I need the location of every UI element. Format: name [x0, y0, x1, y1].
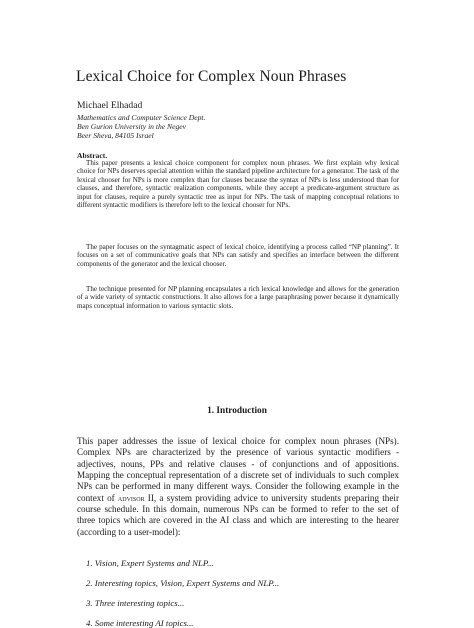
- author-name: Michael Elhadad: [77, 100, 143, 111]
- abstract-paragraph: The technique presented for NP planning encapsulates a rich lexical knowledge and allows for the generation of a wide variety of syntactic constructions. It also allows for a large paraphrasing power because it dynamically maps conceptual information to various syntactic slots.: [77, 285, 399, 310]
- paper-title: Lexical Choice for Complex Noun Phrases: [76, 68, 347, 85]
- example-item: 3. Three interesting topics...: [86, 598, 185, 608]
- system-name: advisor: [117, 492, 145, 503]
- abstract-paragraph: The paper focuses on the syntagmatic aspect of lexical choice, identifying a process called “NP planning”. It focuses on a set of communicative goals that NPs can satisfy and specifies an interface between the different components of the generator and the lexical chooser.: [77, 243, 399, 268]
- intro-text: II, a system providing advice to university students preparing their course schedule. In this domain, numerous NPs can be formed to refer to the set of three topics which are covered in the AI class and which are interesting to the hearer (according to a user-model):: [77, 492, 399, 537]
- section-heading: 1. Introduction: [207, 406, 267, 416]
- affiliation-line: Mathematics and Computer Science Dept.: [77, 113, 206, 122]
- affiliation-line: Beer Sheva, 84105 Israel: [77, 131, 154, 140]
- intro-paragraph: [77, 436, 399, 538]
- example-item: 1. Vision, Expert Systems and NLP...: [86, 558, 214, 568]
- abstract-heading: Abstract.: [77, 151, 108, 160]
- intro-text: This paper addresses the issue of lexical choice for complex noun phrases (NPs). Complex NPs are characterized by the presence of various syntactic modifiers - adjectives, nouns, PPs and relative clauses - of conjunctions and of appositions. Mapping the conceptual representation of a discrete set of individuals to such complex NPs can be performed in many different ways. Consider the following example in the context of: [77, 436, 399, 503]
- example-item: 2. Interesting topics, Vision, Expert Systems and NLP...: [86, 578, 280, 588]
- example-item: 4. Some interesting AI topics...: [86, 618, 194, 628]
- affiliation-line: Ben Gurion University in the Negev: [77, 122, 187, 131]
- abstract-paragraph: This paper presents a lexical choice component for complex noun phrases. We first explain why lexical choice for NPs deserves special attention within the standard pipeline architecture for a generator. The task of the lexical chooser for NPs is more complex than for clauses because the syntax of NPs is less understood than for clauses, and therefore, syntactic realization components, while they accept a predicate-argument structure as input for clauses, require a purely syntactic tree as input for NPs. The task of mapping conceptual relations to different syntactic modifiers is therefore left to the lexical chooser for NPs.: [77, 159, 399, 210]
